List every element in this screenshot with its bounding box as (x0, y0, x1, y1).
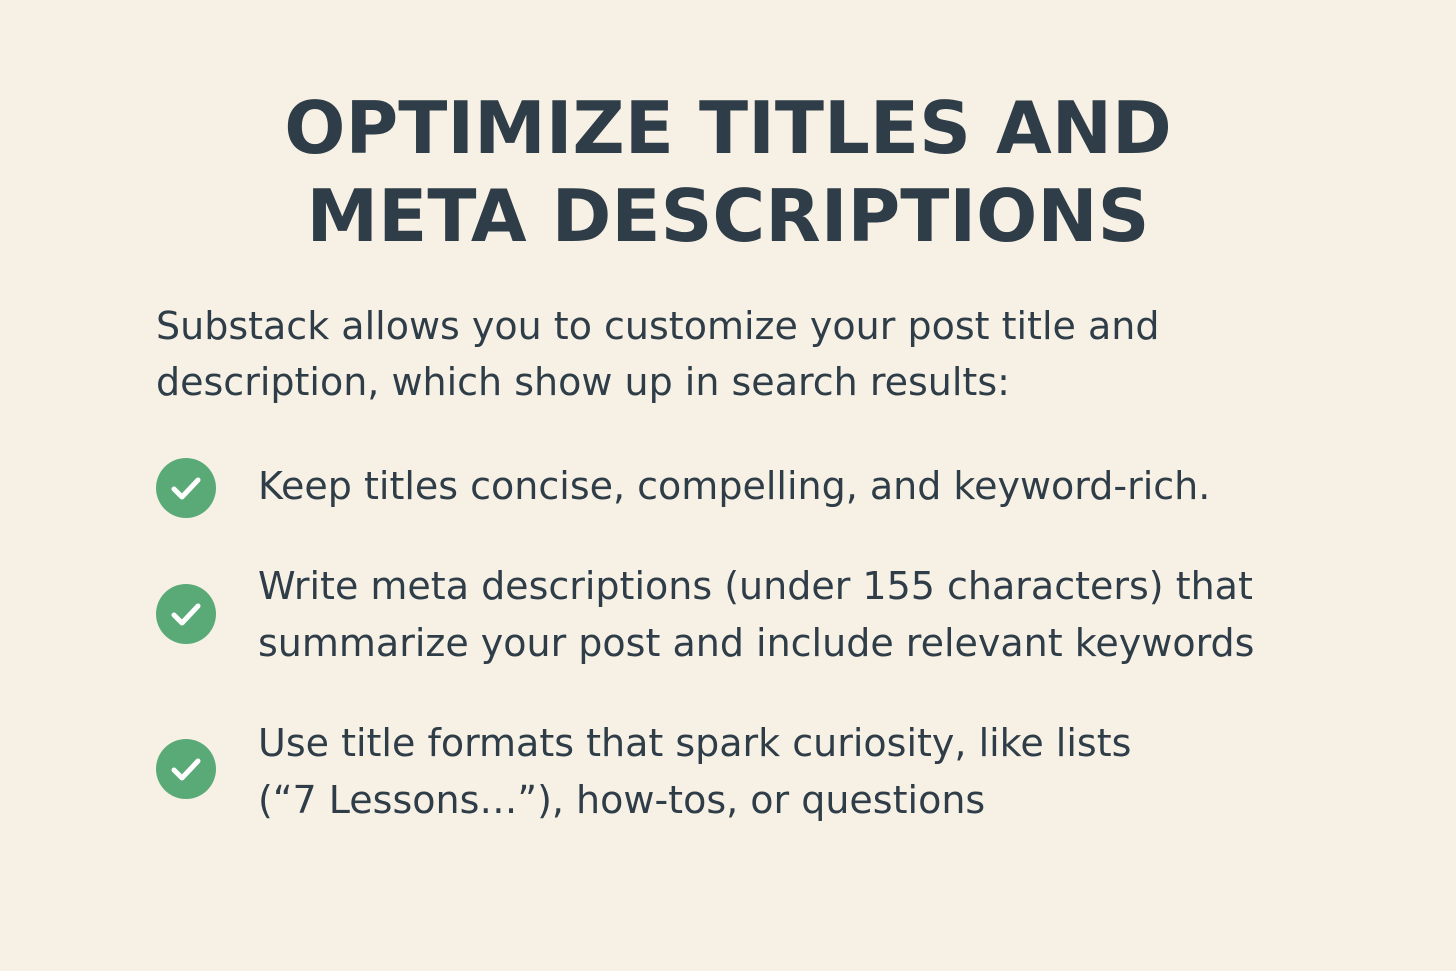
check-circle-icon (156, 584, 216, 644)
checklist-item-line: Use title formats that spark curiosity, like lists (258, 721, 1132, 765)
checklist-item-text (258, 458, 1210, 515)
checklist-item-line: Keep titles concise, compelling, and keyword-rich. (258, 464, 1211, 508)
checklist-item-line: (“7 Lessons…”), how-tos, or questions (258, 778, 986, 822)
title-line-1: OPTIMIZE TITLES AND (284, 86, 1172, 170)
intro-line-2: description, which show up in search results: (156, 360, 1010, 404)
checklist-item-line: Write meta descriptions (under 155 characters) that (258, 564, 1253, 608)
checklist-item-text (258, 558, 1254, 672)
intro-paragraph (156, 298, 1356, 410)
page-title (0, 84, 1456, 260)
title-line-2: META DESCRIPTIONS (306, 174, 1150, 258)
checklist-item-line: summarize your post and include relevant keywords (258, 621, 1255, 665)
check-circle-icon (156, 739, 216, 799)
intro-line-1: Substack allows you to customize your post title and (156, 304, 1160, 348)
check-circle-icon (156, 458, 216, 518)
checklist-item-text (258, 715, 1131, 829)
